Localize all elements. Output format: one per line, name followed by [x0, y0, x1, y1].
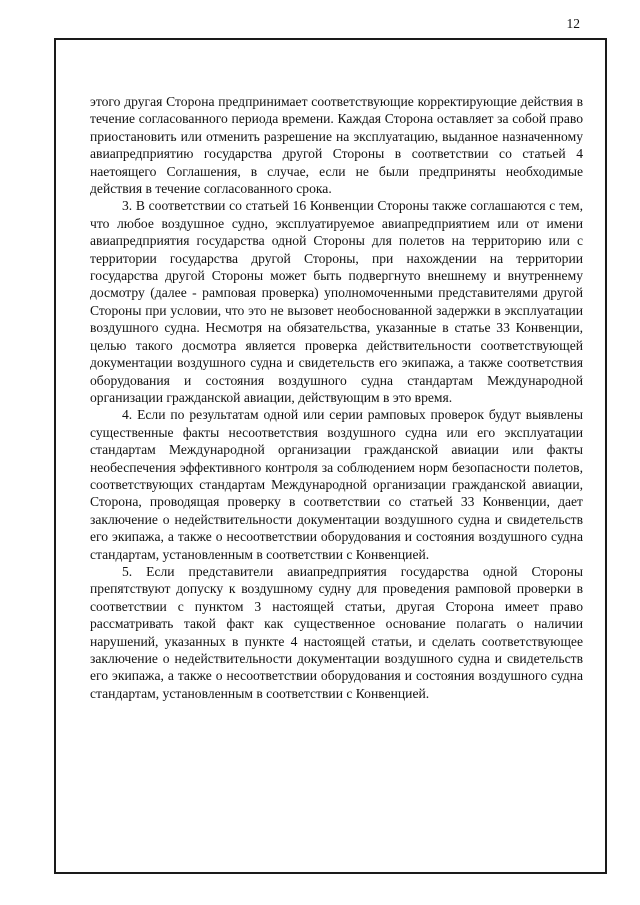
paragraph-continuation: этого другая Сторона предпринимает соответствующие корректирующие действия в течение согласованного периода времени. Каждая Сторона оставляет за собой право приостановить или отменить разрешение на эксплуатацию, выданное назначенному авиапредприятию государства другой Стороны в соответствии со статьей 4 наетоящего Соглашения, в случае, если не были предприняты необходимые действия в течение согласованного срока. [90, 94, 583, 197]
document-body [90, 93, 583, 702]
paragraph-item-5: 5. Если представители авиапредприятия государства одной Стороны препятствуют допуску к воздушному судну для проведения рамповой проверки в соответствии с пунктом 3 настоящей статьи, другая Сторона имеет право рассматривать такой факт как существенное основание полагать о наличии нарушений, указанных в пункте 4 настоящей статьи, и сделать соответствующее заключение о недействительности документации воздушного судна и свидетельств его экипажа, а также о несоответствии оборудования и состояния воздушного судна стандартам, установленным в соответствии с Конвенцией. [90, 563, 583, 701]
page-number: 12 [566, 16, 580, 31]
paragraph-item-4: 4. Если по результатам одной или серии рамповых проверок будут выявлены существенные факты несоответствия воздушного судна или его эксплуатации стандартам Международной организации гражданской авиации или факты необеспечения эффективного контроля за соблюдением норм безопасности полетов, соответствующих стандартам Международной организации гражданской авиации, Сторона, проводящая проверку в соответствии со статьей 33 Конвенции, дает заключение о недействительности документации воздушного судна и свидетельств его экипажа, а также о несоответствии оборудования и состояния воздушного судна стандартам, установленным в соответствии с Конвенцией. [90, 407, 583, 562]
paragraph-item-3: 3. В соответствии со статьей 16 Конвенции Стороны также соглашаются с тем, что любое воздушное судно, эксплуатируемое авиапредприятием или от имени авиапредприятия государства одной Стороны для полетов на территорию или с территории государства другой Стороны, при нахождении на территории государства другой Стороны может быть подвергнуто внешнему и внутреннему досмотру (далее - рамповая проверка) уполномоченными представителями другой Стороны при условии, что это не вызовет необоснованной задержки в эксплуатации воздушного судна. Несмотря на обязательства, указанные в статье 33 Конвенции, целью такого досмотра является проверка действительности соответствующей документации воздушного судна и свидетельств его экипажа, а также соответствия оборудования и состояния воздушного судна стандартам Международной организации гражданской авиации, действующим в это время. [90, 198, 583, 405]
